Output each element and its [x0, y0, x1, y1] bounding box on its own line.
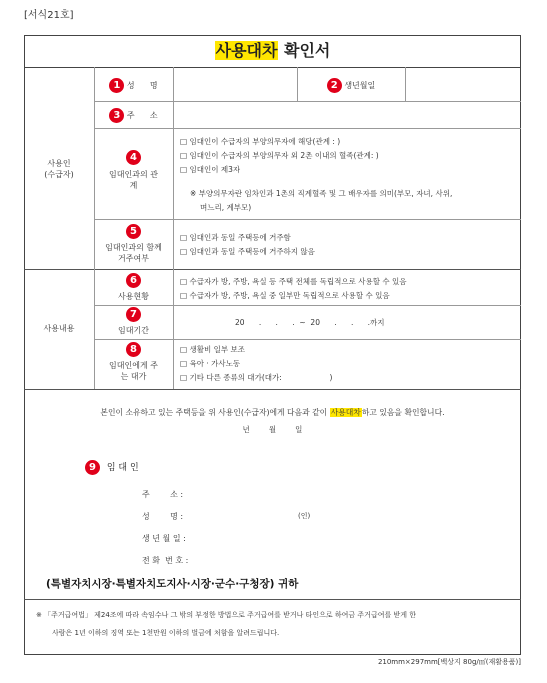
signer-phone-label: 전 화 번 호 : [142, 556, 189, 565]
relation-label [94, 150, 173, 191]
usage-group-label: 사용내용 [43, 324, 75, 333]
date-line[interactable]: 년 월 일 [242, 425, 303, 434]
number-badge-3: 3 [109, 108, 124, 123]
title-rest: 확인서 [278, 41, 331, 60]
birth-label-text: 생년월일 [344, 81, 376, 90]
form-title [24, 35, 521, 67]
signer-address-label: 주 소 : [142, 490, 184, 499]
living-label [94, 224, 173, 264]
number-badge-2: 2 [327, 78, 342, 93]
divider [94, 305, 521, 306]
number-badge-8: 8 [126, 342, 141, 357]
usage-status-label [94, 273, 173, 302]
number-badge-9: 9 [85, 460, 100, 475]
user-group-line1: 사용인 [47, 159, 71, 168]
signer-birth-label: 생 년 월 일 : [142, 534, 186, 543]
name-label-text: 성 명 [126, 81, 158, 90]
divider [24, 389, 521, 390]
usage-status-text: 사용현황 [118, 292, 149, 301]
warning-line-2: 사람은 1년 이하의 징역 또는 1천만원 이하의 벌금에 처함을 알려드립니다. [52, 629, 280, 637]
living-option-1[interactable]: □ 임대인과 동일 주택등에 거주함 [180, 233, 291, 242]
divider [24, 269, 521, 270]
number-badge-5: 5 [126, 224, 141, 239]
number-badge-7: 7 [126, 307, 141, 322]
living-label-text: 임대인과의 함께 거주여부 [105, 243, 162, 263]
consideration-option-3[interactable]: □ 기타 다른 종류의 대가(대가: ) [180, 373, 333, 382]
number-badge-4: 4 [126, 150, 141, 165]
relation-option-2[interactable]: □ 임대인이 수급자의 부양의무자 외 2촌 이내의 혈족(관계: ) [180, 151, 379, 160]
user-group-label [24, 158, 94, 180]
birth-label [297, 78, 405, 93]
lease-period-text: 임대기간 [118, 326, 149, 335]
warning-line-1: ※ 「주거급여법」 제24조에 따라 속임수나 그 밖의 부정한 방법으로 주거급여를 받거나 타인으로 하여금 주거급여를 받게 한 [36, 611, 416, 619]
lease-period-label [94, 307, 173, 336]
divider [94, 219, 521, 220]
confirm-pre: 본인이 소유하고 있는 주택등을 위 사용인(수급자)에게 다음과 같이 [100, 408, 330, 417]
confirm-statement [24, 407, 521, 418]
number-badge-6: 6 [126, 273, 141, 288]
divider [405, 67, 406, 101]
usage-option-2[interactable]: □ 수급자가 방, 주방, 욕실 중 일부만 독립적으로 사용할 수 있음 [180, 291, 390, 300]
consideration-option-1[interactable]: □ 생활비 일부 보조 [180, 345, 245, 354]
signer-name-label: 성 명 : [142, 512, 184, 521]
user-group-line2: (수급자) [44, 170, 74, 179]
seal-mark: (인) [298, 512, 311, 520]
divider [173, 67, 174, 389]
divider [94, 128, 521, 129]
form-code: [서식21호] [24, 10, 74, 21]
usage-option-1[interactable]: □ 수급자가 방, 주방, 욕실 등 주택 전체를 독립적으로 사용할 수 있음 [180, 277, 407, 286]
consideration-label [94, 342, 173, 382]
divider [94, 101, 521, 102]
title-highlight: 사용대차 [215, 41, 278, 60]
divider [24, 599, 521, 600]
address-label-text: 주 소 [126, 111, 158, 120]
relation-label-text: 임대인과의 관계 [109, 170, 158, 190]
address-label [94, 108, 173, 123]
name-label [94, 78, 173, 93]
confirm-highlight: 사용대차 [330, 408, 361, 417]
lease-period-field[interactable]: 20 . . . ~ 20 . . .까지 [235, 318, 385, 327]
lessor-label: 임 대 인 [106, 463, 139, 473]
confirm-post: 하고 있음을 확인합니다. [361, 408, 445, 417]
divider [24, 67, 521, 68]
paper-size: 210mm×297mm[백상지 80g/㎡(재활용품)] [377, 658, 521, 666]
relation-note-1: ※ 부양의무자란 임차인과 1촌의 직계혈족 및 그 배우자를 의미(부모, 자녀, 사위, [190, 189, 453, 198]
relation-option-3[interactable]: □ 임대인이 제3자 [180, 165, 241, 174]
consideration-text: 임대인에게 주는 대가 [109, 361, 158, 381]
addressee: (특별자치시장·특별자치도지사·시장·군수·구청장) 귀하 [46, 578, 299, 590]
divider [94, 339, 521, 340]
relation-option-1[interactable]: □ 임대인이 수급자의 부양의무자에 해당(관계 : ) [180, 137, 341, 146]
lessor-heading [85, 460, 139, 475]
living-option-2[interactable]: □ 임대인과 동일 주택등에 거주하지 않음 [180, 247, 315, 256]
number-badge-1: 1 [109, 78, 124, 93]
consideration-option-2[interactable]: □ 육아 · 가사노동 [180, 359, 241, 368]
relation-note-2: 며느리, 계부모) [200, 203, 252, 212]
